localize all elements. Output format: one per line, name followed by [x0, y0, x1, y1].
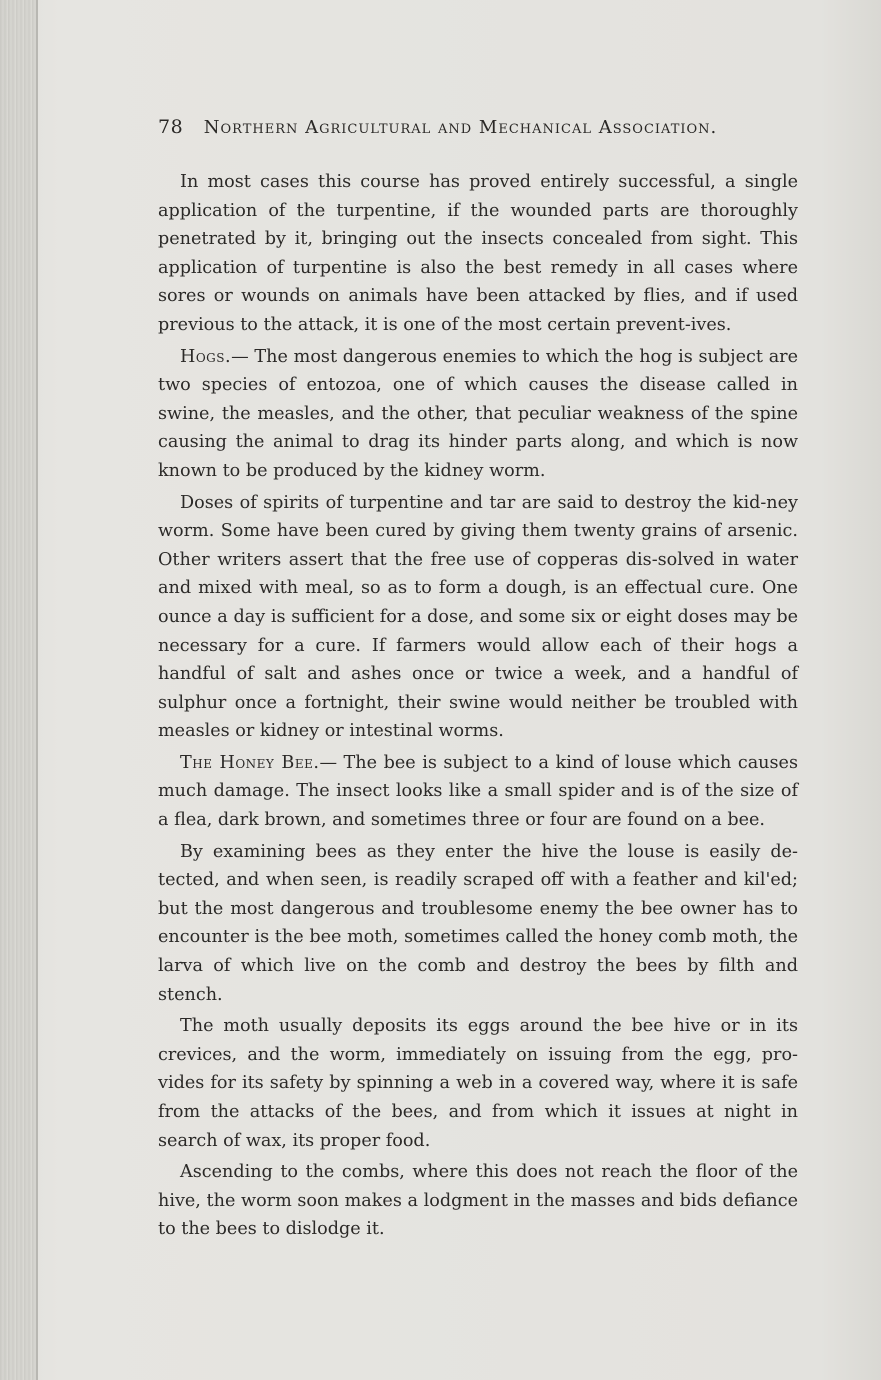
paragraph [158, 1158, 798, 1244]
paragraph [158, 489, 798, 746]
paragraph-text: Ascending to the combs, where this does not reach the floor of the hive, the worm soon makes a lodgment in the masses and bids defiance to the bees to dislodge it. [158, 1162, 798, 1240]
paragraph-text: Doses of spirits of turpentine and tar are said to destroy the kid-ney worm. Some have been cured by giving them twenty grains of arsenic. Other writers assert that the free use of copperas dis-solved in water and mixed with meal, so as to form a dough, is an effectual cure. One ounce a day is sufficient for a dose, and some six or eight doses may be necessary for a cure. If farmers would allow each of their hogs a handful of salt and ashes once or twice a week, and a handful of sulphur once a fortnight, their swine would neither be troubled with measles or kidney or intestinal worms. [158, 492, 798, 742]
paragraph [158, 1012, 798, 1155]
paragraph [158, 838, 798, 1010]
paragraph [158, 749, 798, 835]
paragraph [158, 168, 798, 340]
binding-gutter-line [36, 0, 38, 1380]
body-text [158, 168, 798, 1247]
paragraph [158, 343, 798, 486]
running-title: Northern Agricultural and Mechanical Association. [203, 117, 718, 138]
paragraph-text: — The most dangerous enemies to which the hog is subject are two species of entozoa, one of which causes the disease called in swine, the measles, and the other, that peculiar weakness of the spine causing the animal to drag its hinder parts along, and which is now known to be produced by the kidney worm. [158, 346, 798, 481]
paragraph-text: The moth usually deposits its eggs around the bee hive or in its crevices, and the worm, immediately on issuing from the egg, pro-vides for its safety by spinning a web in a covered way, where it is safe from the attacks of the bees, and from which it issues at night in search of wax, its proper food. [158, 1016, 798, 1151]
section-lead-hogs: Hogs. [180, 346, 232, 367]
page-header [158, 116, 798, 138]
paragraph-text: By examining bees as they enter the hive the louse is easily de-tected, and when seen, is readily scraped off with a feather and kil'ed; but the most dangerous and troublesome enemy the bee owner has to encounter is the bee moth, sometimes called the honey comb moth, the larva of which live on the comb and destroy the bees by filth and stench. [158, 841, 798, 1005]
paragraph-text: In most cases this course has proved entirely successful, a single application of the turpentine, if the wounded parts are thoroughly penetrated by it, bringing out the insects concealed from sight. This application of turpentine is also the best remedy in all cases where sores or wounds on animals have been attacked by flies, and if used previous to the attack, it is one of the most certain prevent-ives. [158, 172, 798, 335]
paragraph-text: — The bee is subject to a kind of louse which causes much damage. The insect looks like a small spider and is of the size of a flea, dark brown, and sometimes three or four are found on a bee. [158, 752, 798, 831]
section-lead-honey-bee: The Honey Bee. [180, 752, 320, 773]
page-number: 78 [158, 116, 184, 138]
page-binding-edge [0, 0, 38, 1380]
